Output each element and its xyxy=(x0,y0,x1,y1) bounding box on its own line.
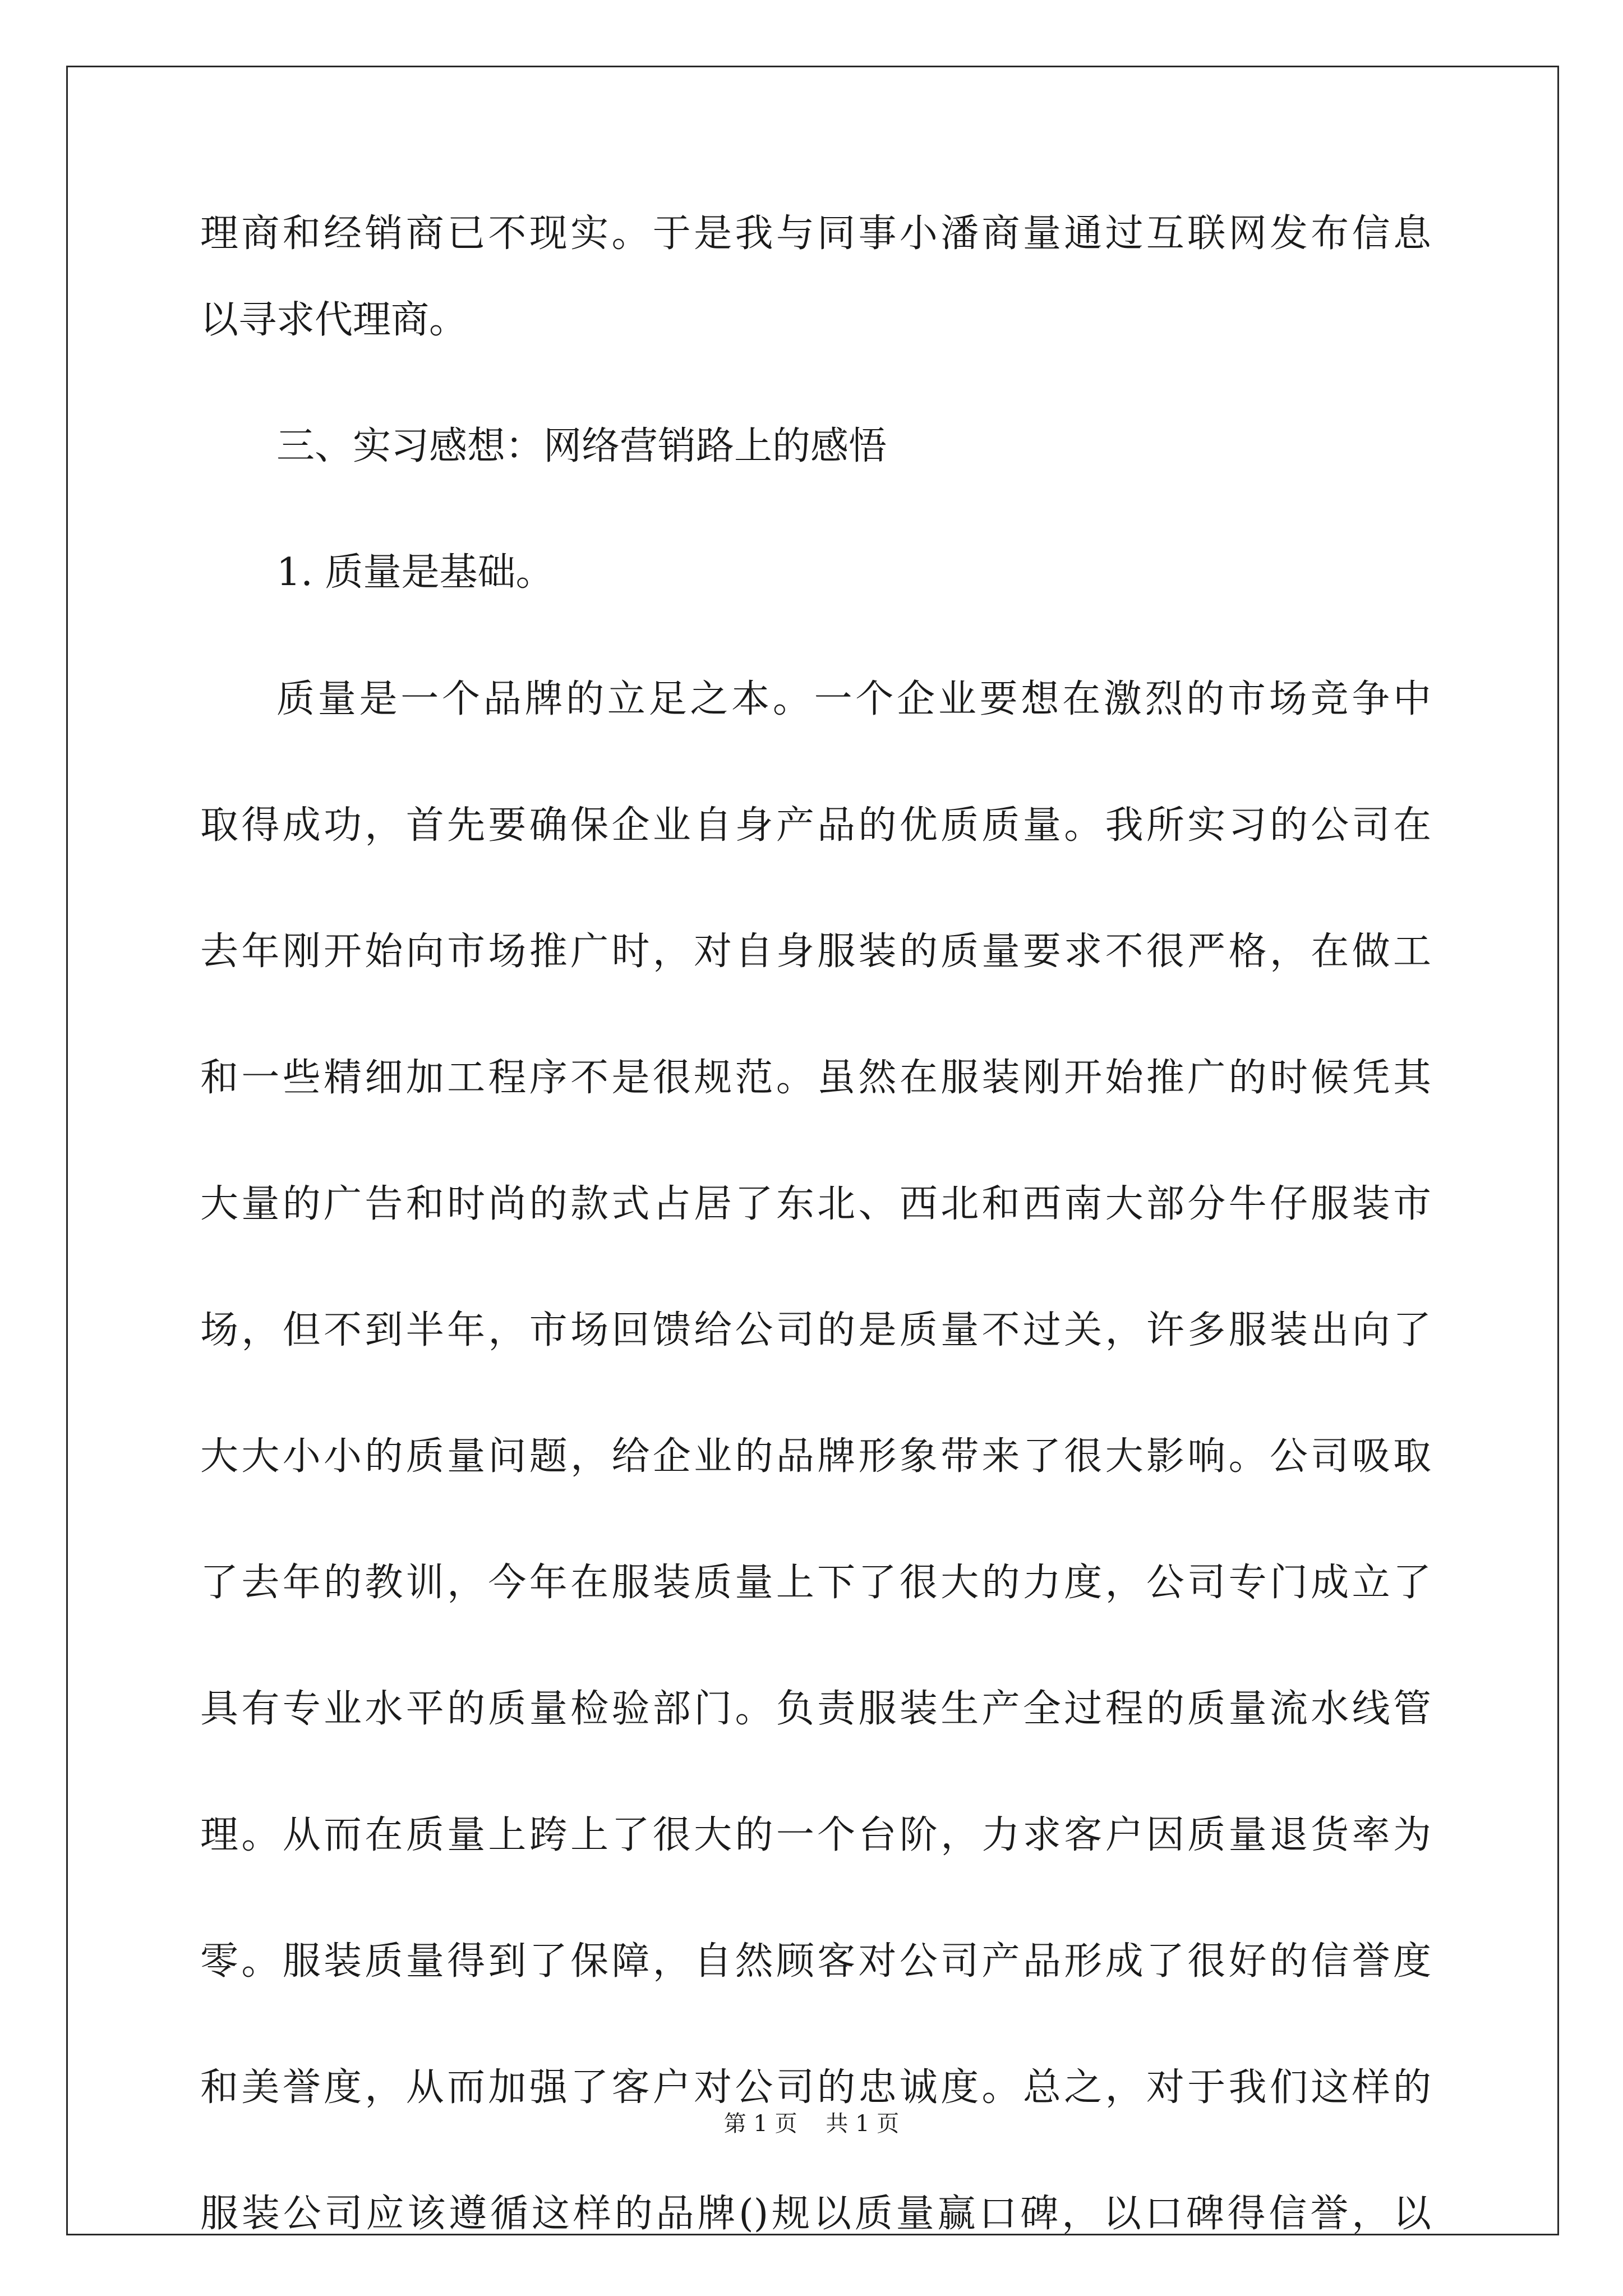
text-line: 大大小小的质量问题，给企业的品牌形象带来了很大影响。公司吸取 xyxy=(200,1434,1431,1479)
text-line: 以寻求代理商。 xyxy=(200,298,468,342)
section-heading: 三、实习感想：网络营销路上的感悟 xyxy=(276,424,887,468)
subsection-heading: 1. 质量是基础。 xyxy=(276,550,554,595)
text-line: 理商和经销商已不现实。于是我与同事小潘商量通过互联网发布信息 xyxy=(200,211,1431,256)
text-line: 了去年的教训，今年在服装质量上下了很大的力度，公司专门成立了 xyxy=(200,1561,1431,1605)
text-line: 理。从而在质量上跨上了很大的一个台阶，力求客户因质量退货率为 xyxy=(200,1813,1431,1857)
text-line: 场，但不到半年，市场回馈给公司的是质量不过关，许多服装出向了 xyxy=(200,1308,1431,1352)
text-line: 和一些精细加工程序不是很规范。虽然在服装刚开始推广的时候凭其 xyxy=(200,1056,1431,1100)
text-line: 具有专业水平的质量检验部门。负责服装生产全过程的质量流水线管 xyxy=(200,1687,1431,1731)
text-line: 去年刚开始向市场推广时，对自身服装的质量要求不很严格，在做工 xyxy=(200,930,1431,974)
page-border xyxy=(66,66,1559,2235)
text-line: 取得成功，首先要确保企业自身产品的优质质量。我所实习的公司在 xyxy=(200,803,1431,848)
paragraph-first-line: 质量是一个品牌的立足之本。一个企业要想在激烈的市场竞争中 xyxy=(276,677,1431,721)
text-line: 服装公司应该遵循这样的品牌()规以质量赢口碑，以口碑得信誉，以 xyxy=(200,2192,1431,2236)
text-line: 大量的广告和时尚的款式占居了东北、西北和西南大部分牛仔服装市 xyxy=(200,1182,1431,1226)
page-number: 第 1 页 共 1 页 xyxy=(723,2111,900,2137)
text-line: 和美誉度，从而加强了客户对公司的忠诚度。总之，对于我们这样的 xyxy=(200,2065,1431,2110)
text-line: 零。服装质量得到了保障，自然顾客对公司产品形成了很好的信誉度 xyxy=(200,1939,1431,1984)
